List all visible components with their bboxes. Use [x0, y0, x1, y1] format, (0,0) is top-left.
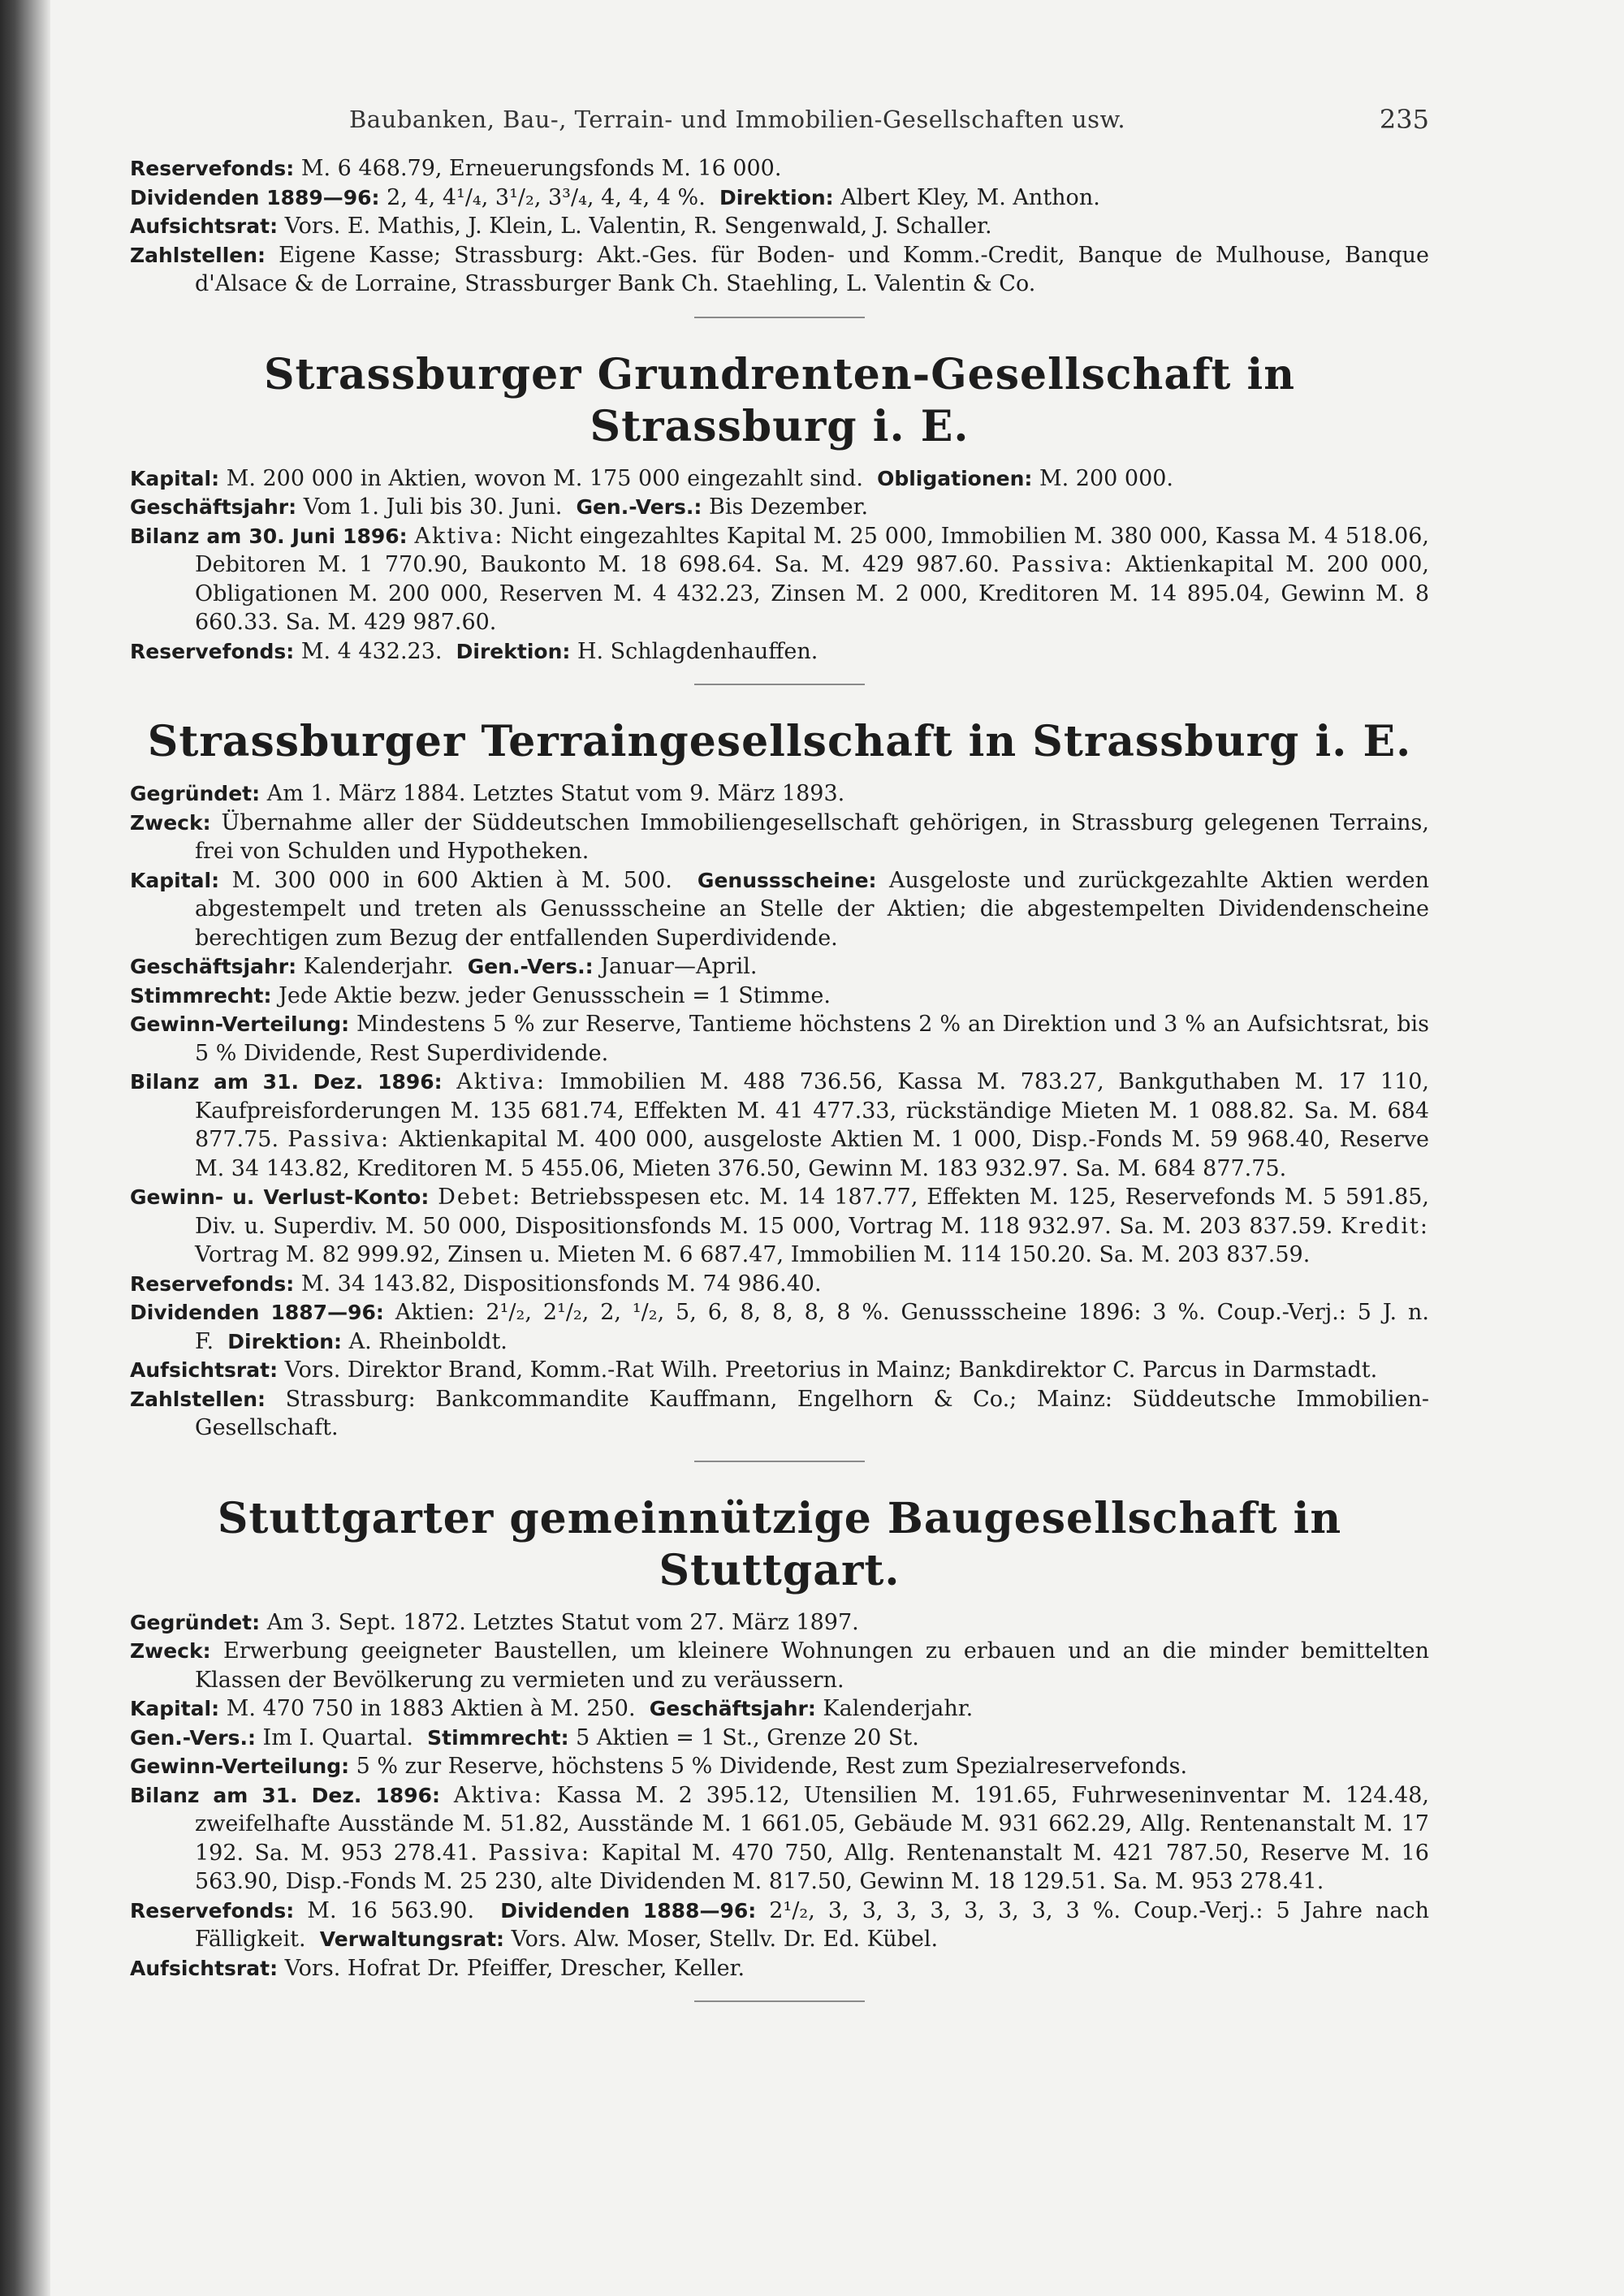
field-label: Geschäftsjahr:: [130, 495, 297, 519]
field-text: M. 470 750 in 1883 Aktien à M. 250.: [219, 1696, 636, 1721]
field-label: Geschäftsjahr:: [130, 955, 297, 978]
company-title: Strassburger Grundrenten-Gesellschaft in Strassburg i. E.: [263, 349, 1296, 451]
entry-line: [130, 1897, 1429, 1954]
field-text: Kapital M. 470 750, Allg. Rentenanstalt M. 421 787.50, Reserve M. 16 563.90, Disp.-Fonds M. 25 230, alte Dividenden M. 817.50, Gewinn M. 18 129.51. Sa. M. 953 278.41.: [195, 1840, 1429, 1894]
entry-line: [130, 779, 1429, 809]
field-label: Kapital:: [130, 466, 220, 490]
field-label: Geschäftsjahr:: [649, 1697, 816, 1720]
field-label: Dividenden 1889—96:: [130, 185, 380, 209]
field-label: Bilanz am 31. Dez. 1896:: [130, 1070, 443, 1094]
field-label: Zahlstellen:: [130, 1387, 266, 1411]
entry-line: [130, 1356, 1429, 1385]
entry-line: [130, 1068, 1429, 1183]
field-text: Nicht eingezahltes Kapital M. 25 000, Immobilien M. 380 000, Kassa M. 4 518.06, Debitoren M. 1 770.90, Baukonto M. 18 698.64. Sa. M. 429 987.60.: [195, 523, 1429, 577]
field-text: 5 % zur Reserve, höchstens 5 % Dividende, Rest zum Spezialreservefonds.: [349, 1754, 1188, 1779]
field-label: Gewinn-Verteilung:: [130, 1012, 350, 1036]
field-label: Verwaltungsrat:: [319, 1927, 505, 1951]
field-text: Vors. E. Mathis, J. Klein, L. Valentin, R. Sengenwald, J. Schaller.: [278, 214, 992, 239]
entry-line: [130, 1694, 1429, 1724]
field-label: Bilanz am 31. Dez. 1896:: [130, 1783, 440, 1807]
field-text: Aktienkapital M. 200 000, Obligationen M. 200 000, Reserven M. 4 432.23, Zinsen M. 2 000, Kreditoren M. 14 895.04, Gewinn M. 8 660.33. Sa. M. 429 987.60.: [195, 552, 1429, 635]
field-label: Direktion:: [227, 1329, 343, 1353]
company-entry-stuttgart: [130, 1493, 1429, 1983]
entry-line: [130, 1608, 1429, 1638]
field-text: Mindestens 5 % zur Reserve, Tantieme höchstens 2 % an Direktion und 3 % an Aufsichtsrat, bis 5 % Dividende, Rest Superdividende.: [195, 1012, 1429, 1066]
entry-line: [130, 522, 1429, 637]
field-text: Albert Kley, M. Anthon.: [833, 184, 1100, 210]
field-text: Ausgeloste und zurückgezahlte Aktien werden abgestempelt und treten als Genussscheine an Stelle der Aktien; die abgestempelten Dividendenscheine berechtigen zum Bezug der entfallenden Superdividende.: [195, 867, 1429, 951]
field-text: H. Schlagdenhauffen.: [570, 638, 818, 664]
running-title: Baubanken, Bau-, Terrain- und Immobilien-Gesellschaften usw.: [349, 106, 1126, 133]
field-label: Genussscheine:: [697, 868, 877, 892]
field-text: 2¹/₂, 3, 3, 3, 3, 3, 3, 3, 3 %. Coup.-Verj.: 5 Jahre nach Fälligkeit.: [195, 1897, 1429, 1952]
field-text: M. 16 563.90.: [294, 1897, 475, 1923]
field-label: Zweck:: [130, 810, 211, 835]
field-label: Reservefonds:: [130, 1898, 295, 1923]
field-label: Gewinn- u. Verlust-Konto:: [130, 1185, 430, 1209]
field-label: Gegründet:: [130, 782, 261, 805]
field-text: M. 4 432.23.: [294, 638, 443, 664]
field-text: Vors. Alw. Moser, Stellv. Dr. Ed. Kübel.: [504, 1927, 939, 1952]
entry-line: [130, 1183, 1429, 1270]
field-label: Bilanz am 30. Juni 1896:: [130, 524, 408, 548]
company-entry-grundrenten: [130, 349, 1429, 667]
entry-line: [130, 1010, 1429, 1068]
debet-label: Debet:: [438, 1185, 522, 1210]
field-label: Aufsichtsrat:: [130, 1956, 279, 1980]
page-header: [130, 106, 1429, 154]
field-label: Aufsichtsrat:: [130, 1358, 279, 1382]
kredit-label: Kredit:: [1341, 1213, 1429, 1239]
section-divider: [694, 1461, 865, 1462]
field-text: Vom 1. Juli bis 30. Juni.: [296, 494, 563, 520]
field-text: 5 Aktien = 1 St., Grenze 20 St.: [568, 1724, 919, 1750]
field-text: Immobilien M. 488 736.56, Kassa M. 783.27, Bankguthaben M. 17 110, Kaufpreisforderungen M. 135 681.74, Effekten M. 41 477.33, rückständige Mieten M. 1 088.82. Sa. M. 684 877.75.: [195, 1069, 1429, 1152]
field-text: M. 34 143.82, Dispositionsfonds M. 74 986.40.: [294, 1271, 822, 1297]
passiva-label: Passiva:: [488, 1840, 591, 1866]
entry-line: [130, 241, 1429, 299]
field-text: Kalenderjahr.: [296, 954, 454, 979]
field-text: Strassburg: Bankcommandite Kauffmann, Engelhorn & Co.; Mainz: Süddeutsche Immobilien-Gesellschaft.: [195, 1386, 1429, 1440]
passiva-label: Passiva:: [1011, 552, 1114, 577]
field-text: M. 200 000 in Aktien, wovon M. 175 000 eingezahlt sind.: [219, 465, 863, 491]
entry-line: [130, 952, 1429, 982]
section-divider: [694, 317, 865, 318]
field-label: Gegründet:: [130, 1610, 261, 1634]
field-label: Zweck:: [130, 1639, 211, 1663]
field-text: Erwerbung geeigneter Baustellen, um kleinere Wohnungen zu erbauen und an die minder bemittelten Klassen der Bevölkerung zu vermieten und zu veräussern.: [195, 1638, 1429, 1693]
field-text: Kalenderjahr.: [815, 1696, 974, 1721]
entry-line: [130, 1954, 1429, 1983]
field-text: M. 6 468.79, Erneuerungsfonds M. 16 000.: [294, 156, 782, 181]
field-text: Im I. Quartal.: [255, 1724, 413, 1750]
company-title: Stuttgarter gemeinnützige Baugesellschaft in Stuttgart.: [217, 1493, 1342, 1595]
text-column: [130, 106, 1429, 2033]
aktiva-label: Aktiva:: [453, 1782, 543, 1808]
field-text: Vors. Hofrat Dr. Pfeiffer, Drescher, Keller.: [278, 1955, 745, 1981]
previous-entry-fragment: [130, 154, 1429, 299]
field-label: Gen.-Vers.:: [467, 955, 594, 978]
field-label: Reservefonds:: [130, 1271, 295, 1296]
entry-line: [130, 1781, 1429, 1897]
field-text: 2, 4, 4¹/₄, 3¹/₂, 3³/₄, 4, 4, 4 %.: [379, 184, 706, 210]
field-label: Zahlstellen:: [130, 243, 266, 267]
field-text: Eigene Kasse; Strassburg: Akt.-Ges. für Boden- und Komm.-Credit, Banque de Mulhouse, Banque d'Alsace & de Lorraine, Strassburger Bank Ch. Staehling, L. Valentin & Co.: [195, 242, 1429, 296]
aktiva-label: Aktiva:: [414, 523, 504, 549]
entry-line: [130, 154, 1429, 183]
entry-line: [130, 464, 1429, 494]
field-label: Gen.-Vers.:: [130, 1725, 256, 1750]
aktiva-label: Aktiva:: [456, 1069, 546, 1094]
entry-line: [130, 1637, 1429, 1694]
field-label: Obligationen:: [877, 466, 1033, 490]
entry-line: [130, 1752, 1429, 1781]
entry-line: [130, 637, 1429, 667]
field-label: Dividenden 1887—96:: [130, 1301, 384, 1324]
entry-line: [130, 982, 1429, 1011]
entry-line: [130, 183, 1429, 213]
section-divider: [694, 2000, 865, 2002]
entry-line: [130, 1724, 1429, 1753]
field-text: M. 200 000.: [1032, 465, 1174, 491]
field-text: Übernahme aller der Süddeutschen Immobiliengesellschaft gehörigen, in Strassburg gelegenen Terrains, frei von Schulden und Hypotheken.: [195, 809, 1429, 864]
company-entry-terraingesellschaft: [130, 716, 1429, 1443]
entry-line: [130, 1385, 1429, 1443]
field-text: Am 1. März 1884. Letztes Statut vom 9. März 1893.: [260, 781, 845, 806]
field-text: Betriebsspesen etc. M. 14 187.77, Effekten M. 125, Reservefonds M. 5 591.85, Div. u. Superdiv. M. 50 000, Dispositionsfonds M. 15 000, Vortrag M. 118 932.97. Sa. M. 203 837.59.: [195, 1185, 1430, 1239]
book-binding-edge: [0, 0, 50, 2296]
field-label: Stimmrecht:: [427, 1725, 569, 1750]
field-text: Aktienkapital M. 400 000, ausgeloste Aktien M. 1 000, Disp.-Fonds M. 59 968.40, Reserve M. 34 143.82, Kreditoren M. 5 455.06, Mieten 376.50, Gewinn M. 183 932.97. Sa. M. 684 877.75.: [195, 1127, 1429, 1181]
field-label: Kapital:: [130, 868, 220, 892]
entry-line: [130, 1298, 1429, 1356]
company-title: Strassburger Terraingesellschaft in Strassburg i. E.: [147, 717, 1412, 766]
field-label: Stimmrecht:: [130, 983, 272, 1008]
field-text: Vortrag M. 82 999.92, Zinsen u. Mieten M. 6 687.47, Immobilien M. 114 150.20. Sa. M. 203 837.59.: [195, 1242, 1311, 1267]
entry-line: [130, 1270, 1429, 1299]
passiva-label: Passiva:: [287, 1127, 391, 1152]
field-text: Januar—April.: [593, 954, 758, 979]
page-number: 235: [1379, 104, 1429, 135]
field-label: Kapital:: [130, 1697, 220, 1720]
field-label: Reservefonds:: [130, 157, 295, 180]
field-label: Direktion:: [456, 639, 571, 663]
field-text: Vors. Direktor Brand, Komm.-Rat Wilh. Preetorius in Mainz; Bankdirektor C. Parcus in Darmstadt.: [278, 1357, 1378, 1383]
entry-line: [130, 809, 1429, 866]
field-text: Jede Aktie bezw. jeder Genussschein = 1 Stimme.: [271, 982, 831, 1008]
field-text: Bis Dezember.: [702, 494, 869, 520]
field-text: A. Rheinboldt.: [342, 1328, 508, 1354]
field-text: Am 3. Sept. 1872. Letztes Statut vom 27. März 1897.: [260, 1609, 859, 1635]
section-divider: [694, 684, 865, 685]
entry-line: [130, 866, 1429, 953]
field-label: Dividenden 1888—96:: [500, 1898, 757, 1923]
field-text: Aktien: 2¹/₂, 2¹/₂, 2, ¹/₂, 5, 6, 8, 8, 8, 8 %. Genussscheine 1896: 3 %. Coup.-Verj.: 5 J. n. F.: [195, 1300, 1429, 1354]
field-label: Gewinn-Verteilung:: [130, 1754, 350, 1778]
field-text: Kassa M. 2 395.12, Utensilien M. 191.65, Fuhrweseninventar M. 124.48, zweifelhafte Ausstände M. 51.82, Ausstände M. 1 661.05, Gebäude M. 931 662.29, Allg. Rentenanstalt M. 17 192. Sa. M. 953 278.41.: [195, 1782, 1429, 1866]
field-label: Aufsichtsrat:: [130, 214, 279, 238]
field-label: Gen.-Vers.:: [576, 495, 702, 519]
field-label: Direktion:: [719, 185, 834, 209]
entry-line: [130, 212, 1429, 241]
field-label: Reservefonds:: [130, 639, 295, 663]
entry-line: [130, 493, 1429, 522]
field-text: M. 300 000 in 600 Aktien à M. 500.: [219, 867, 672, 893]
